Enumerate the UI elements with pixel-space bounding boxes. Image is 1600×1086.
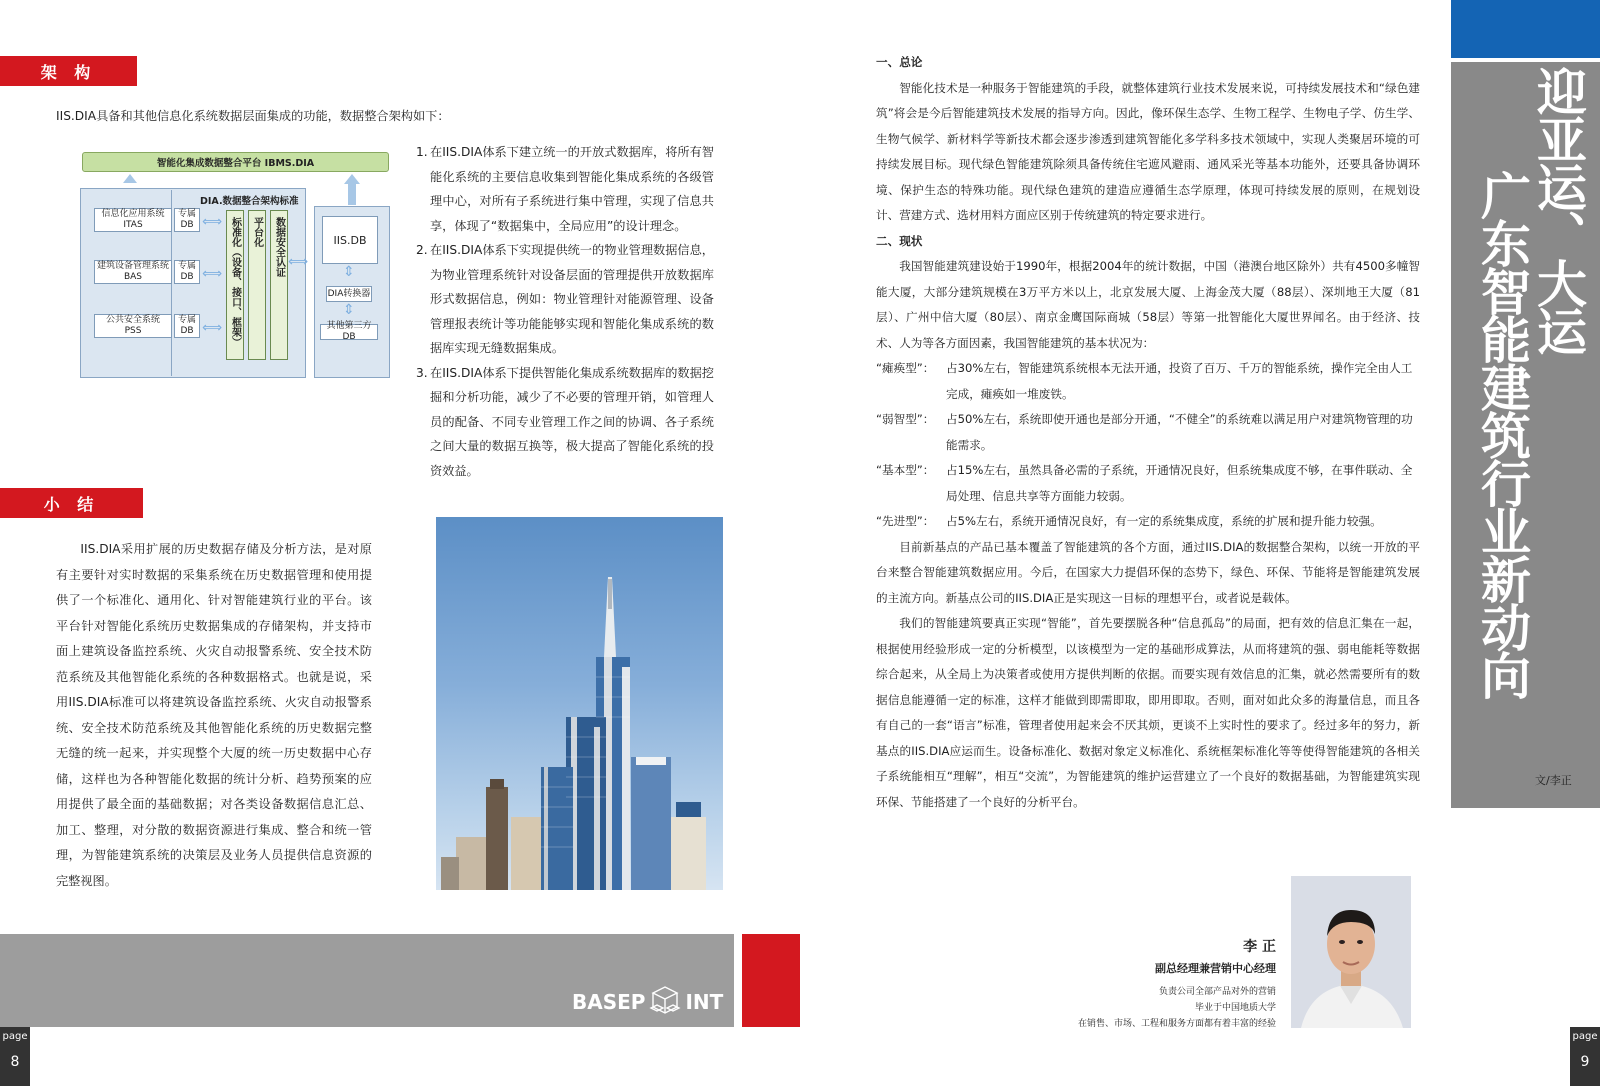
summary-text: IIS.DIA采用扩展的历史数据存储及分析方法，是对原有主要针对实时数据的采集系统在历史数据管理和使用提供了一个标准化、通用化、针对智能建筑行业的平台。该平台针对智能化系统历史数据集成的存储架构，并支持市面上建筑设备监控系统、火灾自动报警系统、安全技术防范系统及其他智能化系统的各种数据格式。也就是说，采用IIS.DIA标准可以将建筑设备监控系统、火灾自动报警系统、安全技术防范系统及其他智能化系统的历史数据完整无缝的统一起来，并实现整个大厦的统一历史数据中心存储，这样也为各种智能化数据的统计分析、趋势预案的应用提供了最全面的基础数据；对各类设备数据信息汇总、加工、整理，对分散的数据资源进行集成、整合和统一管理，为智能建筑系统的决策层及业务人员提供信息资源的完整视图。 [56,542,372,888]
double-arrow-icon: ⟺ [202,266,223,282]
type-row: “基本型”： 占15%左右，虽然具备必需的子系统，开通情况良好，但系统集成度不够，在事件联动、全局处理、信息共享等方面能力较弱。 [876,463,1413,503]
double-arrow-icon: ⟺ [202,320,223,336]
paragraph-status: 我国智能建筑建设始于1990年，根据2004年的统计数据，中国（港澳台地区除外）共有4500多幢智能大厦，大部分建筑规模在3万平方米以上，北京发展大厦、上海金茂大厦（88层）、深圳地王大厦（81层）、广州中信大厦（80层）、南京金鹰国际商城（58层）等第一批智能化大厦世界闻名。由于经济、技术、人为等各方面因素，我国智能建筑的基本状况为： [876,259,1420,350]
type-row: “先进型”： 占5%左右，系统开通情况良好，有一定的系统集成度，系统的扩展和提升能力较强。 [876,514,1382,528]
paragraph-product: 目前新基点的产品已基本覆盖了智能建筑的各个方面，通过IIS.DIA的数据整合架构，以统一开放的平台来整合智能建筑数据应用。今后，在国家大力提倡环保的态势下，绿色、环保、节能将是智能建筑发展的主流方向。新基点公司的IIS.DIA正是实现这一目标的理想平台，或者说是载体。 [876,539,1420,605]
page-marker-9: page 9 [1570,1027,1600,1086]
list-item: 3. 在IIS.DIA体系下提供智能化集成系统数据库的数据挖掘和分析功能，减少了不必要的管理开销，如管理人员的配备、不同专业管理工作之间的协调、各子系统之间大量的数据互换等，极大提高了智能化系统的投资效益。 [416,365,714,478]
dia-standard-label: DIA.数据整合架构标准 [200,196,299,207]
db-box: 专属 DB [174,260,200,284]
author-bio: 负责公司全部产品对外的营销 毕业于中国地质大学 在销售、市场、工程和服务方面都有着丰富的经验 [1077,987,1276,1029]
third-party-db-box: 其他第三方DB [320,324,378,340]
author-name: 李 正 [1243,939,1276,955]
company-logo: BASEP INT [572,985,723,1019]
feature-list [416,140,714,483]
dia-converter-box: DIA转换器 [326,286,372,302]
double-arrow-icon: ⟺ [288,254,309,270]
db-box: 专属 DB [174,208,200,232]
list-item: 1. 在IIS.DIA体系下建立统一的开放式数据库，将所有智能化系统的主要信息收集到智能化集成系统的各级管理中心，对所有子系统进行集中管理，实现了信息共享，体现了“数据集中，全局应用”的设计理念。 [416,145,714,233]
double-arrow-icon: ⟺ [202,214,223,230]
article-title-line2: 广东智能建筑行业新动向 [1473,170,1531,698]
article-title-line1: 迎亚运、大运 [1529,66,1587,354]
section-title-summary: 小 结 [0,488,143,518]
column-platform: 平台化 [248,210,266,360]
column-standardization: 标准化（设备、接口、框架） [226,210,244,360]
cube-icon [647,985,683,1019]
vertical-arrow-icon: ⇕ [343,302,355,318]
diagram-top-bar: 智能化集成数据整合平台 IBMS.DIA [82,152,389,172]
heading-status: 二、现状 [876,233,923,248]
intro-text: IIS.DIA具备和其他信息化系统数据层面集成的功能，数据整合架构如下： [56,109,450,123]
system-box-pss: 公共安全系统 PSS [94,314,172,338]
section-title-architecture: 架 构 [0,56,137,86]
heading-overview: 一、总论 [876,55,923,69]
article-body [876,50,1420,815]
author-title: 副总经理兼营销中心经理 [1155,962,1276,975]
architecture-diagram [80,150,392,380]
column-security: 数据安全认证 [270,210,288,360]
list-item: 2. 在IIS.DIA体系下实现提供统一的物业管理数据信息，为物业管理系统针对设备层面的管理提供开放数据库形式数据信息，例如：物业管理针对能源管理、设备管理报表统计等功能能够实现和智能化集成系统的数据库实现无缝数据集成。 [416,243,714,355]
type-row: “弱智型”： 占50%左右，系统即使开通也是部分开通，“不健全”的系统难以满足用户对建筑物管理的功能需求。 [876,412,1413,452]
byline: 文/李正 [1535,774,1572,787]
author-photo [1291,876,1411,1028]
arrow-up-icon [123,174,137,183]
iisdb-box: IIS.DB [322,216,378,264]
footer-red-block [742,934,800,1027]
paragraph-overview: 智能化技术是一种服务于智能建筑的手段，就整体建筑行业技术发展来说，可持续发展技术和“绿色建筑”将会是今后智能建筑技术发展的指导方向。因此，像环保生态学、生物工程学、生物电子学、仿生学、生物气候学、新材料学等新技术都会逐步渗透到建筑智能化多学科多技术领域中，实现人类聚居环境的可持续发展目标。现代绿色智能建筑除须具备传统住宅遮风避雨、通风采光等基本功能外，还要具备协调环境、保护生态的特殊功能。现代绿色建筑的建造应遵循生态学原理，体现可持续发展的原则，在规划设计、营建方式、选材用料方面应区别于传统建筑的特定要求进行。 [876,80,1420,222]
page-marker-8: page 8 [0,1027,30,1086]
db-box: 专属 DB [174,314,200,338]
building-photo [436,517,723,890]
vertical-arrow-icon: ⇕ [343,264,355,280]
system-box-bas: 建筑设备管理系统 BAS [94,260,172,284]
type-row: “瘫痪型”： 占30%左右，智能建筑系统根本无法开通，投资了百万、千万的智能系统，操作完全由人工完成，瘫痪如一堆废铁。 [876,361,1413,401]
paragraph-vision: 我们的智能建筑要真正实现“智能”，首先要摆脱各种“信息孤岛”的局面，把有效的信息汇集在一起，根据使用经验形成一定的分析模型，以该模型为一定的基础形成算法，从而将建筑的强、弱电能耗等数据综合起来，从全局上为决策者或使用方提供判断的依据。而要实现有效信息的汇集，就必然需要所有的数据信息能遵循一定的标准，这样才能做到即需即取，即用即取。否则，面对如此众多的海量信息，而且各有自己的一套“语言”标准，管理者使用起来会不厌其烦，更谈不上实时性的要求了。经过多年的努力，新基点的IIS.DIA应运而生。设备标准化、数据对象定义标准化、系统框架标准化等等使得智能建筑的各相关子系统能相互“理解”，相互“交流”，为智能建筑的维护运营建立了一个良好的数据基础，为智能建筑实现环保、节能搭建了一个良好的分析平台。 [876,616,1420,809]
system-box-itas: 信息化应用系统 ITAS [94,208,172,232]
sidebar-blue-block [1451,0,1600,58]
